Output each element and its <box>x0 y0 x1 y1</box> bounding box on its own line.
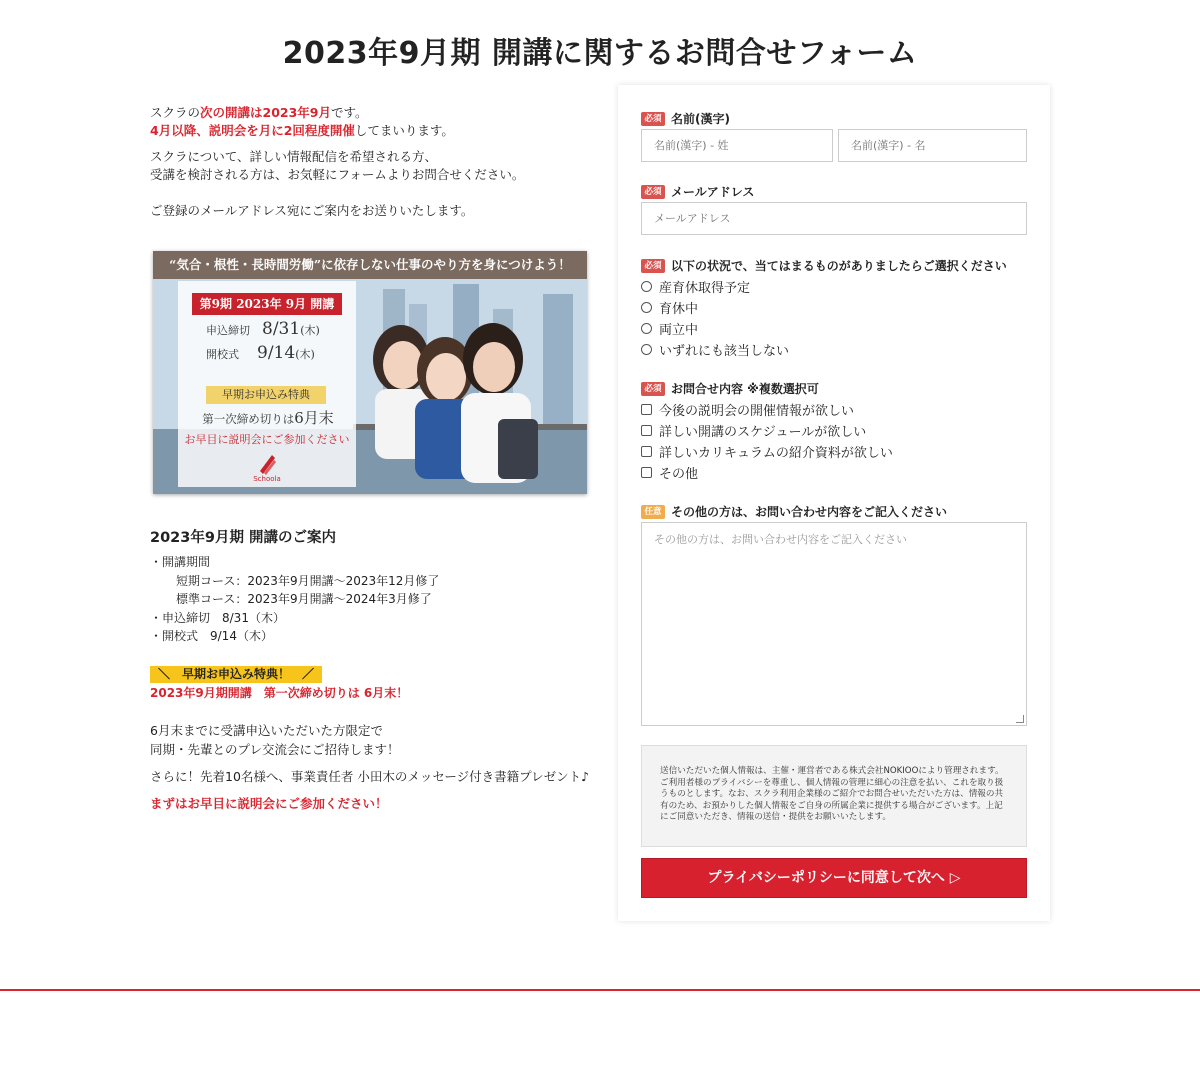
banner-deadline <box>206 319 320 339</box>
privacy-notice: 送信いただいた個人情報は、主催・運営者である株式会社NOKIOOにより管理されます。ご利用者様のプライバシーを尊重し、個人情報の管理に細心の注意を払い、これを取り扱うものとします。なお、スクラ利用企業様のご紹介でお問合せいただいた方は、情報の共有のため、お預かりした個人情報をご自身の所属企業に提供する場合がございます。上記にご同意いただき、情報の送信・提供をお願いいたします。 <box>641 745 1027 847</box>
checkbox[interactable] <box>641 404 652 415</box>
intro-line1-c: です。 <box>331 105 368 120</box>
inquiry-form <box>618 85 1050 921</box>
email-label <box>641 183 754 200</box>
intro-line3: スクラについて、詳しい情報配信を希望される方、 <box>150 149 438 164</box>
situation-option-label: いずれにも該当しない <box>659 344 790 359</box>
situation-option-on-leave[interactable] <box>641 298 698 317</box>
intro-briefing-schedule: 4月以降、説明会を月に2回程度開催 <box>150 123 355 138</box>
other-label-text: その他の方は、お問い合わせ内容をご記入ください <box>671 505 948 519</box>
footer-divider <box>0 989 1200 991</box>
situation-option-label: 産育休取得予定 <box>659 281 751 296</box>
situation-label <box>641 257 1007 274</box>
promo-banner <box>153 251 587 494</box>
banner-first-deadline-date: 6月末 <box>294 409 334 427</box>
radio-button[interactable] <box>641 344 652 355</box>
schoola-logo-icon <box>254 451 280 477</box>
checkbox[interactable] <box>641 446 652 457</box>
banner-first-deadline-text: 第一次締め切りは <box>202 412 295 426</box>
inquiry-option-schedule[interactable] <box>641 421 866 440</box>
schedule-list <box>150 553 439 646</box>
promo-book-gift: さらに！先着10名様へ、事業責任者 小田木のメッセージ付き書籍プレゼント♪ <box>150 769 590 784</box>
resize-handle-icon[interactable] <box>1016 715 1024 723</box>
banner-deadline-value: 8/31 <box>262 319 301 339</box>
intro-line1-a: スクラの <box>150 105 201 120</box>
situation-option-balancing[interactable] <box>641 319 698 338</box>
inquiry-option-label: 詳しいカリキュラムの紹介資料が欲しい <box>659 446 893 461</box>
intro-line2-b: してまいります。 <box>354 123 454 138</box>
section-title: 2023年9月期 開講のご案内 <box>150 530 336 546</box>
banner-course-tag: 第9期 2023年 9月 開講 <box>192 293 342 315</box>
banner-deadline-weekday: (木) <box>300 324 320 337</box>
intro-line4: 受講を検討される方は、お気軽にフォームよりお問合せください。 <box>150 167 525 182</box>
schedule-opening: ・開校式 9/14（木） <box>150 629 273 643</box>
banner-headline: “気合・根性・長時間労働”に依存しない仕事のやり方を身につけよう！ <box>153 251 587 279</box>
banner-first-deadline <box>190 407 346 428</box>
last-name-input[interactable] <box>641 129 833 162</box>
early-deadline-line: 2023年9月期開講 第一次締め切りは 6月末！ <box>150 686 409 700</box>
radio-button[interactable] <box>641 323 652 334</box>
banner-cta: お早目に説明会にご参加ください <box>184 433 350 446</box>
intro-next-course: 次の開講は2023年9月 <box>200 105 332 120</box>
other-label <box>641 503 947 520</box>
required-badge: 必須 <box>641 185 665 199</box>
radio-button[interactable] <box>641 302 652 313</box>
name-label-text: 名前(漢字) <box>671 112 730 126</box>
banner-info-panel <box>178 281 356 487</box>
promo-cta: まずはお早目に説明会にご参加ください！ <box>150 796 388 811</box>
promo-text <box>150 721 590 821</box>
page-title: 2023年9月期 開講に関するお問合せフォーム <box>282 36 918 71</box>
required-badge: 必須 <box>641 382 665 396</box>
situation-option-label: 両立中 <box>659 323 699 338</box>
inquiry-option-curriculum[interactable] <box>641 442 893 461</box>
schedule-short-course: 短期コース：2023年9月開講〜2023年12月修了 <box>176 573 440 588</box>
banner-opening <box>206 343 315 363</box>
inquiry-option-label: 今後の説明会の開催情報が欲しい <box>659 404 855 419</box>
name-label <box>641 110 730 127</box>
inquiry-label-text: お問合せ内容 ※複数選択可 <box>671 382 819 396</box>
inquiry-option-other[interactable] <box>641 463 698 482</box>
schedule-period-label: ・開講期間 <box>150 555 211 569</box>
schedule-standard-course: 標準コース：2023年9月開講〜2024年3月修了 <box>176 592 432 606</box>
inquiry-option-briefing-info[interactable] <box>641 400 854 419</box>
inquiry-option-label: その他 <box>659 467 699 482</box>
banner-deadline-label: 申込締切 <box>206 324 250 337</box>
email-field[interactable] <box>641 202 1027 235</box>
early-benefit-badge: ＼ 早期お申込み特典！ ／ <box>150 666 322 683</box>
radio-button[interactable] <box>641 281 652 292</box>
email-label-text: メールアドレス <box>671 185 755 199</box>
situation-option-maternity-planned[interactable] <box>641 277 750 296</box>
other-textarea[interactable] <box>641 522 1027 726</box>
inquiry-label <box>641 380 819 397</box>
banner-early-label: 早期お申込み特典 <box>206 386 326 404</box>
optional-badge: 任意 <box>641 505 665 519</box>
first-name-input[interactable] <box>838 129 1027 162</box>
required-badge: 必須 <box>641 112 665 126</box>
banner-opening-value: 9/14 <box>257 343 296 363</box>
inquiry-option-label: 詳しい開講のスケジュールが欲しい <box>659 425 867 440</box>
required-badge: 必須 <box>641 259 665 273</box>
promo-line1: 6月末までに受講申込いただいた方限定で <box>150 723 383 738</box>
intro-line5: ご登録のメールアドレス宛にご案内をお送りいたします。 <box>150 203 474 218</box>
checkbox[interactable] <box>641 467 652 478</box>
banner-opening-label: 開校式 <box>206 348 239 361</box>
situation-option-label: 育休中 <box>659 302 699 317</box>
submit-button[interactable]: プライバシーポリシーに同意して次へ ▷ <box>641 858 1027 898</box>
banner-logo-text: Schoola <box>253 475 281 483</box>
banner-opening-weekday: (木) <box>295 348 315 361</box>
intro-text <box>150 104 590 220</box>
schedule-deadline: ・申込締切 8/31（木） <box>150 610 285 625</box>
other-textarea-placeholder: その他の方は、お問い合わせ内容をご記入ください <box>654 533 907 546</box>
situation-label-text: 以下の状況で、当てはまるものがありましたらご選択ください <box>671 259 1007 273</box>
checkbox[interactable] <box>641 425 652 436</box>
promo-line2: 同期・先輩とのプレ交流会にご招待します！ <box>150 742 400 757</box>
situation-option-none[interactable] <box>641 340 789 359</box>
